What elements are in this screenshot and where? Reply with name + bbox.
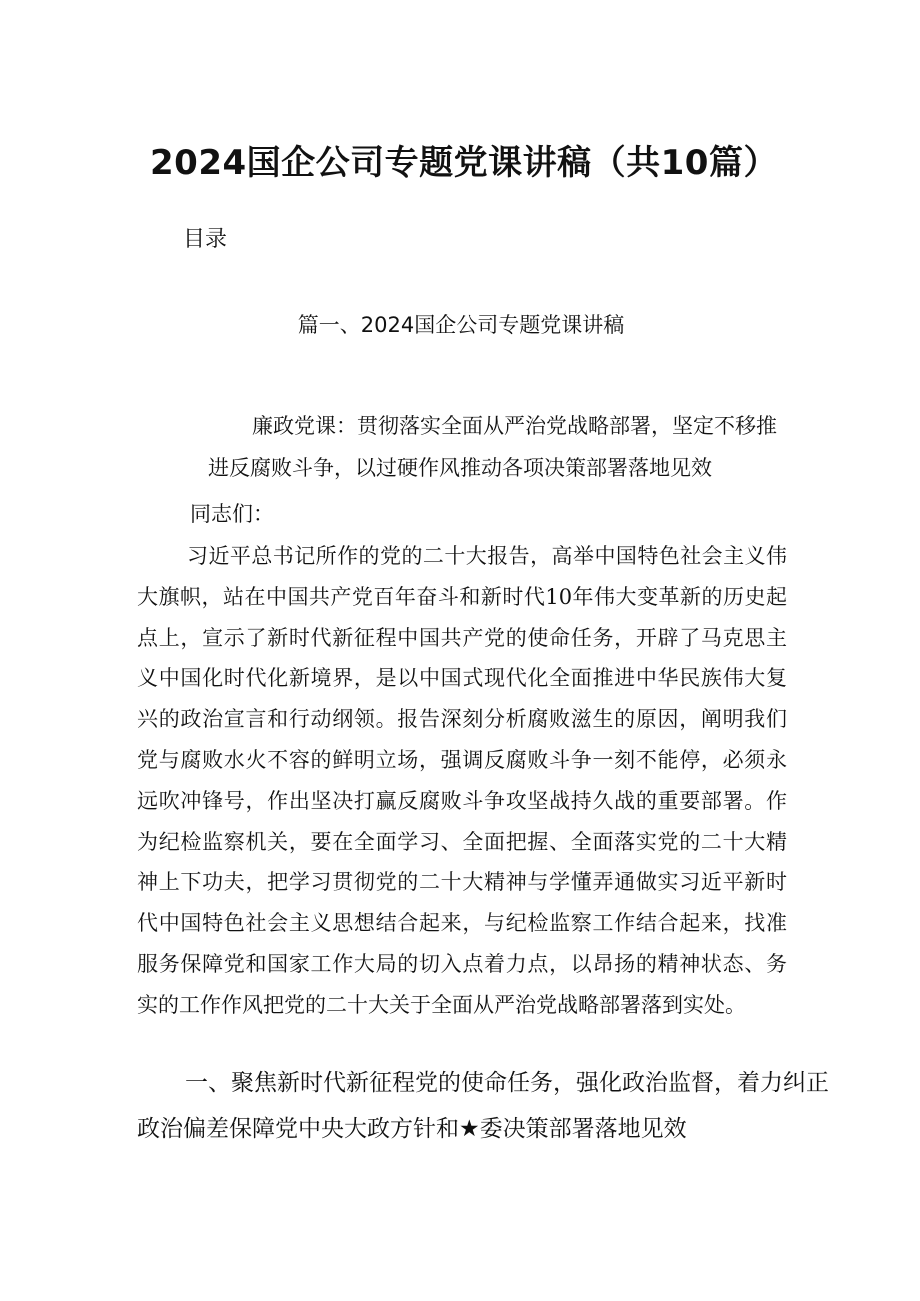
body-paragraph: [137, 536, 787, 1026]
chapter-title: 篇一、2024国企公司专题党课讲稿: [297, 313, 625, 337]
body-line: 远吹冲锋号，作出坚决打赢反腐败斗争攻坚战持久战的重要部署。作: [137, 788, 787, 813]
body-line: 服务保障党和国家工作大局的切入点着力点，以昂扬的精神状态、务: [137, 951, 787, 976]
body-line: 实的工作作风把党的二十大关于全面从严治党战略部署落到实处。: [137, 992, 746, 1017]
body-line: 为纪检监察机关，要在全面学习、全面把握、全面落实党的二十大精: [137, 829, 787, 854]
subtitle-line: 廉政党课：贯彻落实全面从严治党战略部署，坚定不移推: [252, 414, 777, 438]
section-heading-line: 政治偏差保障党中央大政方针和★委决策部署落地见效: [137, 1116, 687, 1142]
body-line: 神上下功夫，把学习贯彻党的二十大精神与学懂弄通做实习近平新时: [137, 870, 787, 895]
body-line: 点上，宣示了新时代新征程中国共产党的使命任务，开辟了马克思主: [137, 625, 787, 650]
body-line: 党与腐败水火不容的鲜明立场，强调反腐败斗争一刻不能停，必须永: [137, 747, 787, 772]
body-line: 义中国化时代化新境界，是以中国式现代化全面推进中华民族伟大复: [137, 666, 787, 691]
table-of-contents-label: 目录: [183, 227, 228, 252]
subtitle-line: 进反腐败斗争，以过硬作风推动各项决策部署落地见效: [208, 456, 712, 480]
body-line: 代中国特色社会主义思想结合起来，与纪检监察工作结合起来，找准: [137, 911, 787, 936]
salutation: 同志们：: [190, 502, 274, 526]
document-title: 2024国企公司专题党课讲稿（共10篇）: [150, 143, 778, 183]
section-heading: [137, 1060, 829, 1152]
body-line: 大旗帜，站在中国共产党百年奋斗和新时代10年伟大变革新的历史起: [137, 584, 787, 609]
lecture-subtitle: [200, 405, 810, 489]
body-line: 兴的政治宣言和行动纲领。报告深刻分析腐败滋生的原因，阐明我们: [137, 707, 787, 732]
body-line: 习近平总书记所作的党的二十大报告，高举中国特色社会主义伟: [187, 544, 787, 568]
section-heading-line: 一、聚焦新时代新征程党的使命任务，强化政治监督，着力纠正: [185, 1070, 829, 1096]
